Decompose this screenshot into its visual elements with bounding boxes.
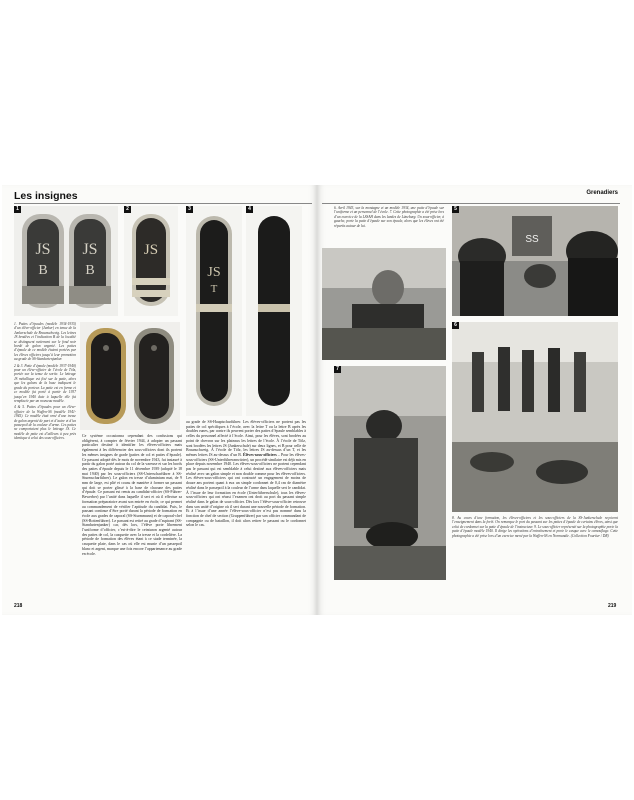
long-strap-js-illustration — [186, 206, 242, 416]
page-number-left: 218 — [14, 603, 23, 609]
figure-badge-7: 7 — [334, 366, 341, 373]
svg-text:JS: JS — [143, 242, 159, 258]
svg-text:T: T — [210, 283, 218, 295]
body-text-column-1: Ce système occasionna cependant des confusions qui obligèrent, à compter de février 1944, à adopter un passant particulier destiné à identifier les élèves-officiers mais également à les différencier des sous-officiers dont ils portent les mêmes insignes de grade (pattes de col et pattes d’épaule). Ce passant adopté dès le mois de novembre 1943, fut instauré à partir du galon porté autour du col de la vareuse et sur les bords des pattes d’épaule depuis le 11 décembre 1939 (adopté le 18 mai 1940) par les sous-officiers (SS-Unterscharführer à SS-Sturmscharführer). Le galon en tresse d’aluminium mat, de 9 mm de large, est plié et cousu de manière à former un passant qui doit se porter glissé à la base de chacune des pattes d’épaule. Ce passant est remis au candidat-officier (SS-Führer-Bewerber) par l’unité dans laquelle il sert et où il effectue sa formation préparatoire avant son entrée en école, ce qui permet au commandement de vérifier l’aptitude du candidat. Puis, le passant continue d’être porté durant la période de formation en école aux grades de caporal (SS-Sturmmann) et de caporal-chef (SS-Rottenführer). Le passant est retiré au grade d’aspirant (SS-Standartenjunker) car, dès lors, l’élève porte librement l’uniforme d’officier, c’est-à-dire le ceinturon argenté autour des pattes de col, la casquette avec la tresse et la cordelière. La période de formation des élèves étant à ce stade terminée, la casquette plate, dans le cas où elle est munie d’un passepoil blanc et argent, marque une fois encore l’appartenance au grade en école. — [82, 434, 182, 556]
body-text-col2-continued: – Pour les élèves-sous-officiers (SS-Unterführeranwärter), un procédé similaire est déjà mis en place depuis novembre 1940. Les élèves-sous-officiers ne portent cependant pas le passant qui est semblable à celui destiné aux élèves-officiers mais réalisé avec un galon simple et non double comme pour les élèves-officiers. Les élèves-sous-officiers qui ont contracté un engagement de moins de douze ans portent quant à eux un simple cordonnet de 0,4 cm de diamètre réalisé dans le passepoil à la couleur de l’arme dans laquelle sert le candidat. À l’issue de leur formation en école (Unterführerschule), tous les élèves-sous-officiers qui ont réussi l’examen ont droit au port du passant simple réalisé dans le galon de sous-officier. Dès lors l’élève-sous-officier retrouve dans son unité d’origine où il sert durant une nouvelle période de formation. Et à l’issue d’une année l’élève-sous-officier n’est pas nommé dans la fonction de chef de section (Gruppenführer) par son officier commandant de compagnie ou de bataillon, il doit alors retirer le passant ou le cordonnet selon le cas. — [186, 452, 306, 528]
body-text-column-2 — [186, 420, 306, 600]
caption-right-top: 6. Avril 1943, sur la montagne et un modèle 1934, une patte d’épaule sur l’uniforme et un personnel de l’école. 7. Cette photographie a été prise lors d’un exercice de la LSSAH dans les landes de Lüneburg. Un sous-officier, à gauche, porte la patte d’épaule sur son épaule, alors que les élèves ont été répartis autour de lui. — [334, 206, 444, 228]
officer-portrait-illustration — [322, 248, 446, 360]
caption-2-3: 2 & 3. Patte d’épaule (modèle 1937-1940) pour un élève-officier de l’école de Tölz, portée sur la tenue de sortie. Le lettrage JS métallique est fixé sur la patte, alors que les galons de la base indiquent le grade du porteur. La patte est en forme et ce modèle fut porté à partir de 1937 jusqu’en 1940 date à laquelle elle fut remplacée par un nouveau modèle. — [14, 363, 76, 403]
photo-9-soldiers-kneeling — [334, 366, 446, 580]
caption-4-5: 4 & 5. Pattes d’épaules pour un élève-officier de la Waffen-SS (modèle 1941-1945). Ce modèle était orné d’une tresse de galon argenté de part et d’autre et d’un passepoil de la couleur d’arme. Ces pattes ne comportaient plus le lettrage JS. Ce modèle de patte est d’ailleurs à peu près identique à celui des sous-officiers. — [14, 405, 76, 441]
figure-badge-6: 6 — [452, 322, 459, 329]
photo-1-shoulder-straps-js-b — [14, 206, 118, 316]
soldiers-kneeling-illustration — [334, 366, 446, 580]
photo-2-shoulder-strap-js — [124, 206, 178, 316]
caption-1: 1. Pattes d’épaules (modèle 1934-1935) d’un élève-officier (Junker) en tenue de la Junkerschule de Braunschweig. Les lettres JS brodées et l’indication B de la localité se distinguent nettement sur le fond noir bordé de galon argenté. Les pattes d’épaule de ce modèle étaient portées par les élèves officiers jusqu’à leur promotion au grade de SS-Standartenjunker. — [14, 322, 76, 362]
long-plain-strap-illustration — [246, 206, 302, 416]
figure-badge-2: 2 — [124, 206, 131, 213]
svg-text:B: B — [85, 263, 95, 278]
svg-text:JS: JS — [35, 241, 51, 258]
plain-straps-illustration — [80, 322, 180, 430]
photo-3-plain-straps — [80, 322, 180, 430]
field-scene-illustration — [452, 322, 618, 512]
photo-4-long-strap-js — [186, 206, 242, 416]
shoulder-strap-js-illustration — [124, 206, 178, 316]
figure-badge-5: 5 — [452, 206, 459, 213]
header-rule-left — [14, 203, 312, 204]
page-number-right: 219 — [608, 603, 617, 609]
svg-text:SS: SS — [525, 234, 539, 245]
svg-text:JS: JS — [207, 265, 221, 280]
caption-figures-1-5 — [14, 322, 76, 592]
photo-5-long-plain-strap — [246, 206, 302, 416]
photo-8-field-scene — [452, 322, 618, 512]
figure-badge-4: 4 — [246, 206, 253, 213]
soldiers-helmets-illustration — [452, 206, 618, 316]
figure-badge-1: 1 — [14, 206, 21, 213]
photo-7-officer-portrait — [322, 248, 446, 360]
section-title: Les insignes — [14, 190, 78, 202]
header-rule-right — [322, 203, 620, 204]
photo-6-soldiers-helmets — [452, 206, 618, 316]
running-header: Grenadiers — [586, 190, 618, 196]
sub-heading-eleves-sous-officiers: Élèves-sous-officiers — [243, 452, 277, 457]
body-text-col2-intro: au grade de SS-Hauptscharführer. Les élèves-officiers ne portent pas les pattes de col spécifiques à l’école, avec la lettre T ou la lettre B après les doubles runes, par contre ils peuvent porter des pattes d’épaule semblables à celles du personnel affecté à l’école. Ainsi, pour les élèves, sont brodées au point de chevron sur les plateaux les lettres de l’école. À l’école de Tölz, sont brodées les lettres JS (Junkerschule) sur deux lignes, et B pour celle de Braunschweig. À l’école de Tölz, les lettres JS au-dessus d’un T, et les mêmes lettres JS au-dessus d’un B. — [186, 420, 306, 457]
shoulder-straps-pair-illustration — [14, 206, 118, 316]
figure-badge-3: 3 — [186, 206, 193, 213]
svg-text:JS: JS — [82, 241, 98, 258]
caption-right-bottom: 8. Au cours d’une formation, les élèves-officiers et les sous-officiers de la SS-Junkerschule reçoivent l’enseignement dans la forêt. On remarque le port du passant sur les pattes d’épaule de certains élèves, ainsi que celui de cordonnet sur la patte d’épaule de l’instructeur. 9. Le sous-officier représenté sur la photographie porte la patte d’épaule modèle 1940. Il dirige les opérations d’entraînement et porte le casque avec le camouflage. Cette photographie a été prise lors d’un exercice mené par la Waffen-SS en Normandie. (Collection Fourtier / DR) — [452, 516, 618, 538]
svg-text:B: B — [38, 263, 48, 278]
